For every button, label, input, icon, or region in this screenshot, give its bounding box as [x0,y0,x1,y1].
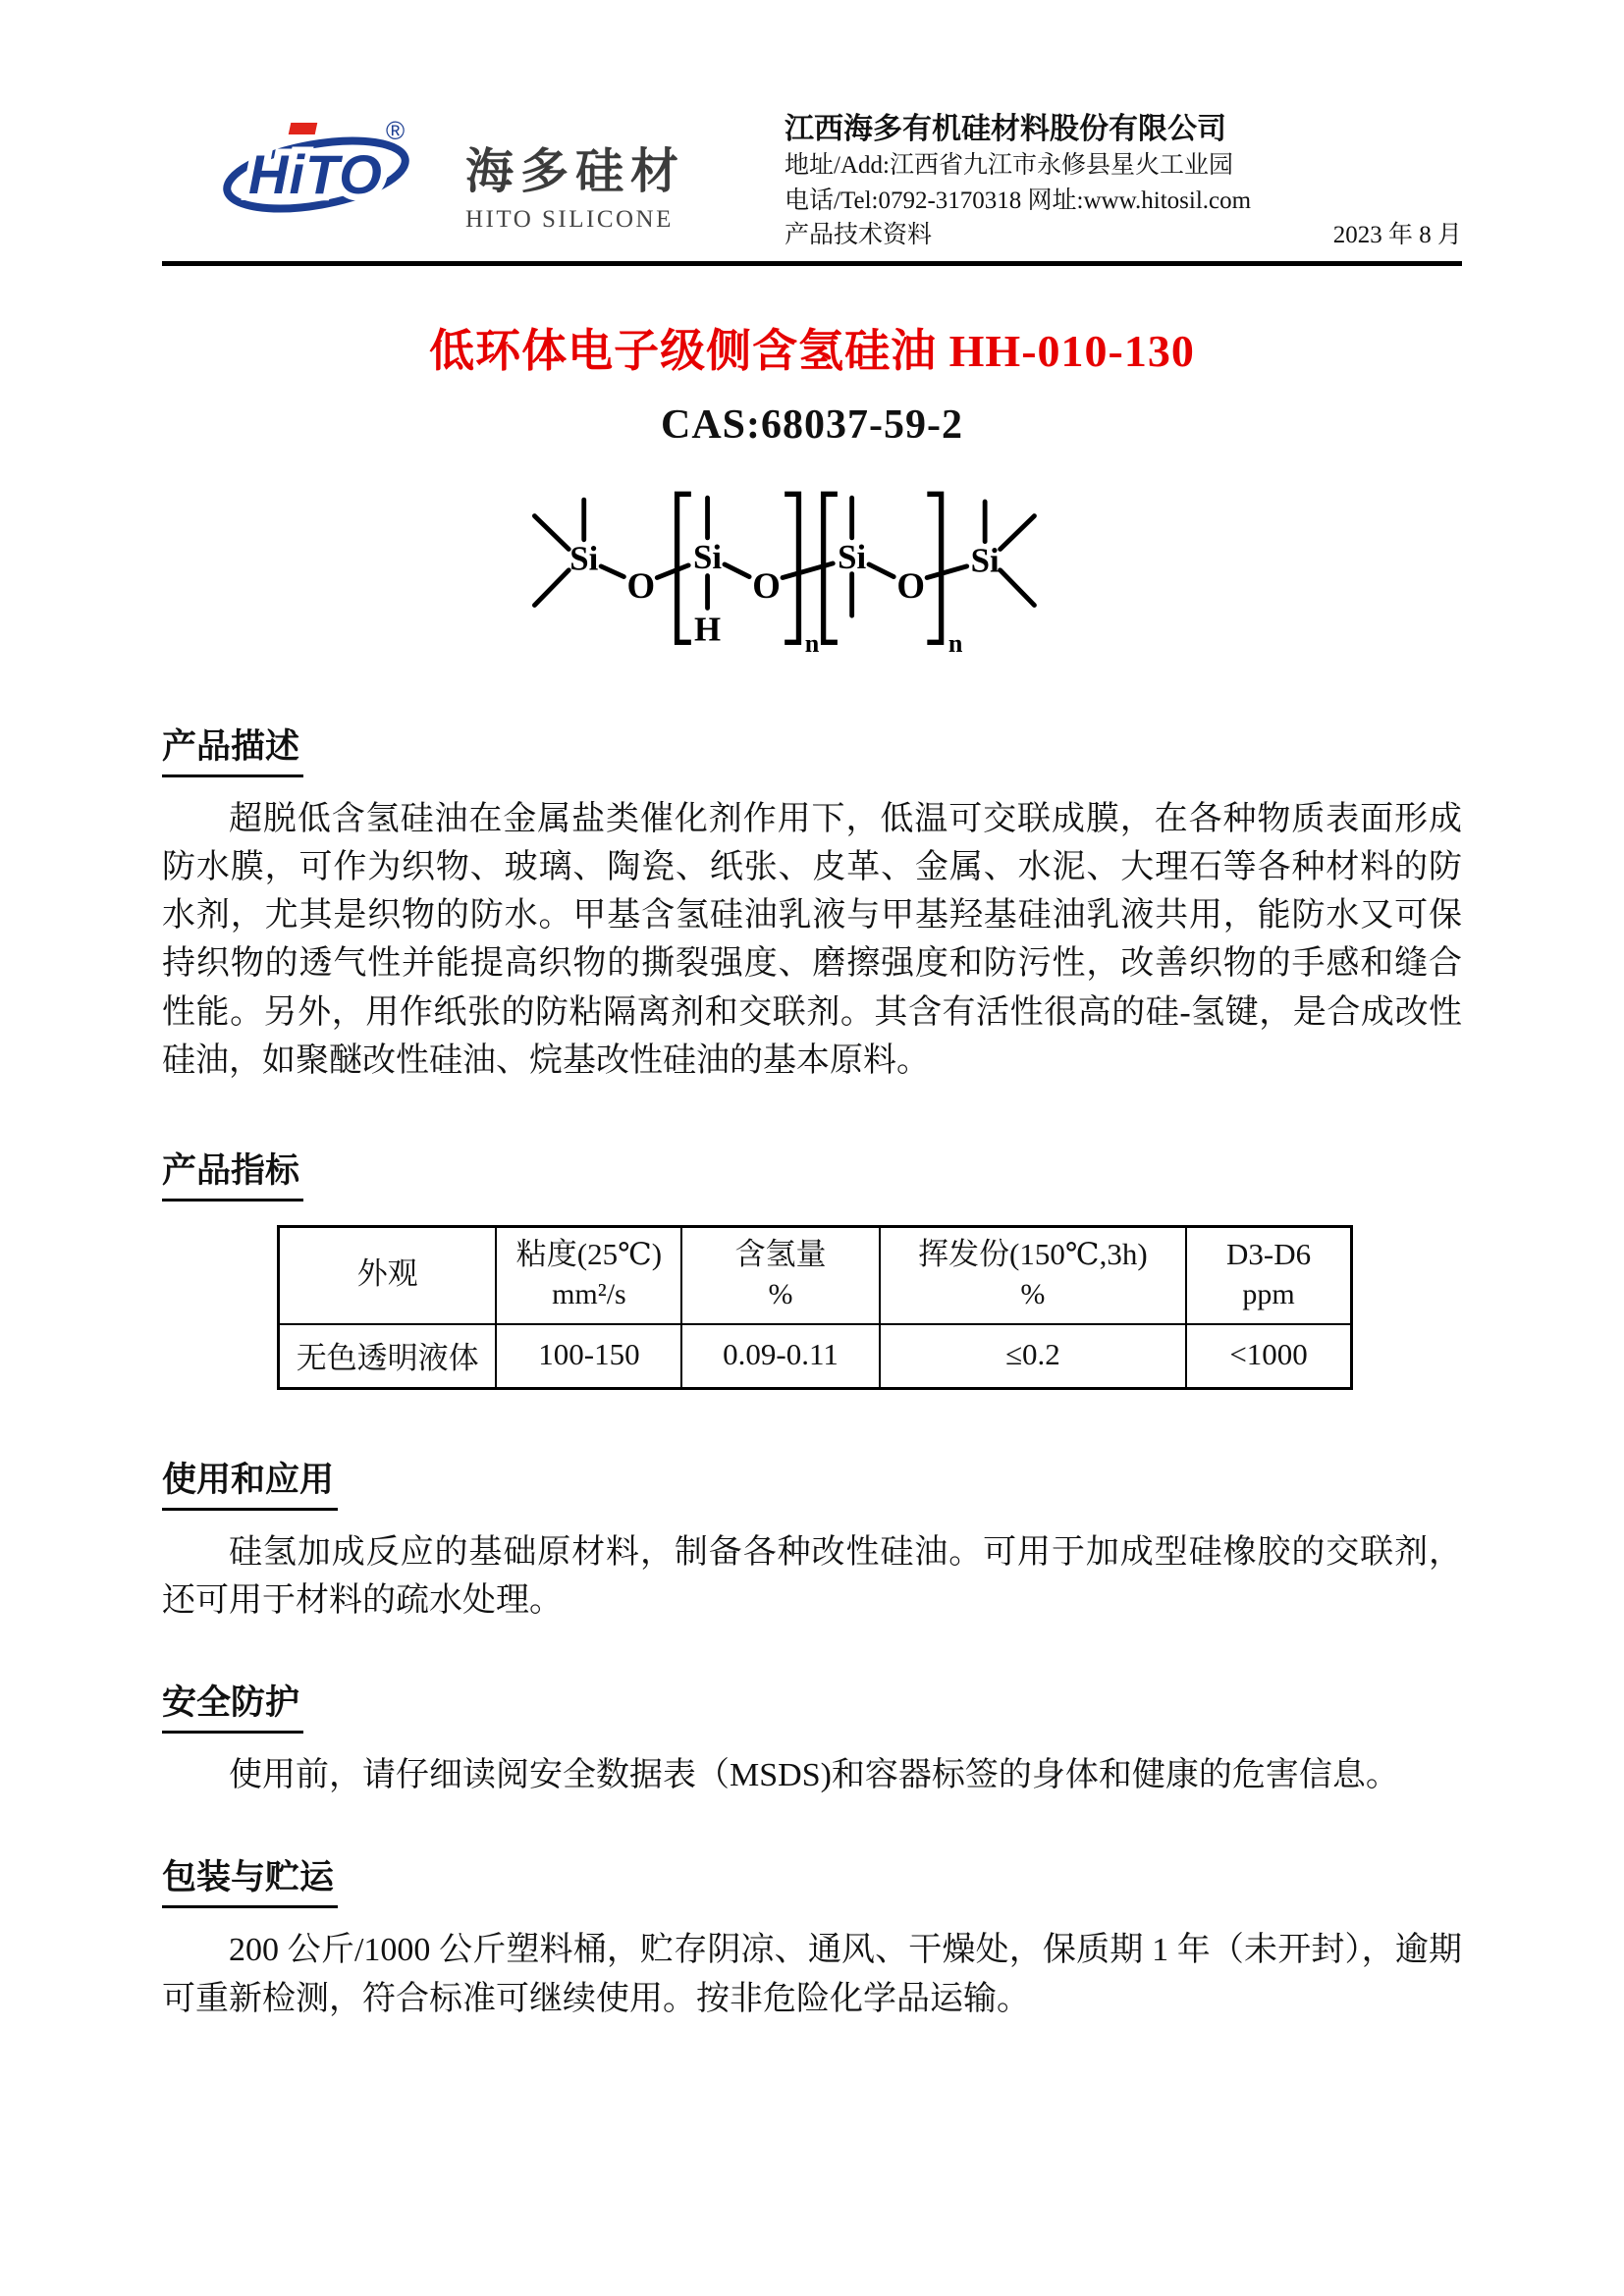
value-volatiles: ≤0.2 [880,1324,1187,1389]
si-atom: Si [693,537,723,576]
company-info [785,96,1462,253]
logo-wordmark: HiTO [248,143,383,205]
bracket-right-1 [787,494,799,642]
spec-table [277,1225,1353,1389]
section-heading: 产品描述 [162,720,303,777]
section-body: 使用前，请仔细读阅安全数据表（MSDS)和容器标签的身体和健康的危害信息。 [229,1757,1399,1794]
col-header-d3-d6: D3-D6 ppm [1186,1227,1351,1324]
si-atom: Si [569,539,599,578]
section-product-description [162,720,1462,1086]
col-header-volatiles: 挥发份(150℃,3h) % [880,1227,1187,1324]
section-heading: 使用和应用 [162,1453,338,1511]
spec-table-data-row [279,1324,1352,1389]
company-address: 地址/Add:江西省九江市永修县星火工业园 [785,152,1233,179]
bracket-right-2 [930,494,942,642]
o-atom: O [626,564,656,606]
value-hydrogen-content: 0.09-0.11 [681,1324,879,1389]
registered-mark-icon: ® [386,116,406,145]
logo-text [465,108,685,234]
section-product-specs [162,1144,1462,1389]
col-header-hydrogen-content: 含氢量 % [681,1227,879,1324]
section-safety [162,1676,1462,1799]
logo-chinese-name: 海多硅材 [465,145,686,198]
section-body: 硅氢加成反应的基础原材料，制备各种改性硅油。可用于加成型硅橡胶的交联剂，还可用于材料的疏水处理。 [162,1533,1462,1619]
doc-date: 2023 年 8 月 [1332,222,1462,248]
company-name: 江西海多有机硅材料股份有限公司 [785,113,1226,145]
si-atom: Si [838,537,867,576]
section-usage [162,1453,1462,1626]
subscript-n: n [947,628,963,658]
si-atom: Si [970,541,1000,580]
logo-red-dash [289,123,318,134]
doc-type: 产品技术资料 [785,222,933,248]
value-appearance: 无色透明液体 [279,1324,497,1389]
hito-logo-icon [221,96,452,245]
h-atom: H [694,609,722,648]
company-tel-web: 电话/Tel:0792-3170318 网址:www.hitosil.com [785,187,1252,214]
bracket-left-2 [824,494,836,642]
product-title: 低环体电子级侧含氢硅油 HH-010-130 [429,325,1195,376]
spec-table-header-row [279,1227,1352,1324]
company-logo [221,96,685,245]
subscript-n: n [804,628,820,658]
value-viscosity: 100-150 [496,1324,681,1389]
section-packing [162,1850,1462,2023]
value-d3-d6: <1000 [1186,1324,1351,1389]
section-body: 超脱低含氢硅油在金属盐类催化剂作用下，低温可交联成膜，在各种物质表面形成防水膜，可作为织物、玻璃、陶瓷、纸张、皮革、金属、水泥、大理石等各种材料的防水剂，尤其是织物的防水。甲基含氢硅油乳液与甲基羟基硅油乳液共用，能防水又可保持织物的透气性并能提高织物的撕裂强度、磨擦强度和防污性，改善织物的手感和缝合性能。另外，用作纸张的防粘隔离剂和交联剂。其含有活性很高的硅-氢键，是合成改性硅油，如聚醚改性硅油、烷基改性硅油的基本原料。 [162,800,1462,1079]
o-atom: O [896,564,925,606]
o-atom: O [752,564,781,606]
doc-meta-row [785,218,1462,253]
siloxane-structure-diagram [517,462,1107,664]
page-header [162,96,1462,253]
header-divider [162,261,1462,266]
chemical-structure [162,462,1462,668]
section-heading: 安全防护 [162,1676,303,1734]
col-header-appearance: 外观 [279,1227,497,1324]
logo-english-name: HITO SILICONE [465,206,674,233]
section-heading: 产品指标 [162,1144,303,1201]
cas-number: CAS:68037-59-2 [661,401,963,448]
col-header-viscosity: 粘度(25℃) mm²/s [496,1227,681,1324]
section-body: 200 公斤/1000 公斤塑料桶，贮存阴凉、通风、干燥处，保质期 1 年（未开封），逾期可重新检测，符合标准可继续使用。按非危险化学品运输。 [162,1932,1462,2017]
section-heading: 包装与贮运 [162,1850,338,1908]
